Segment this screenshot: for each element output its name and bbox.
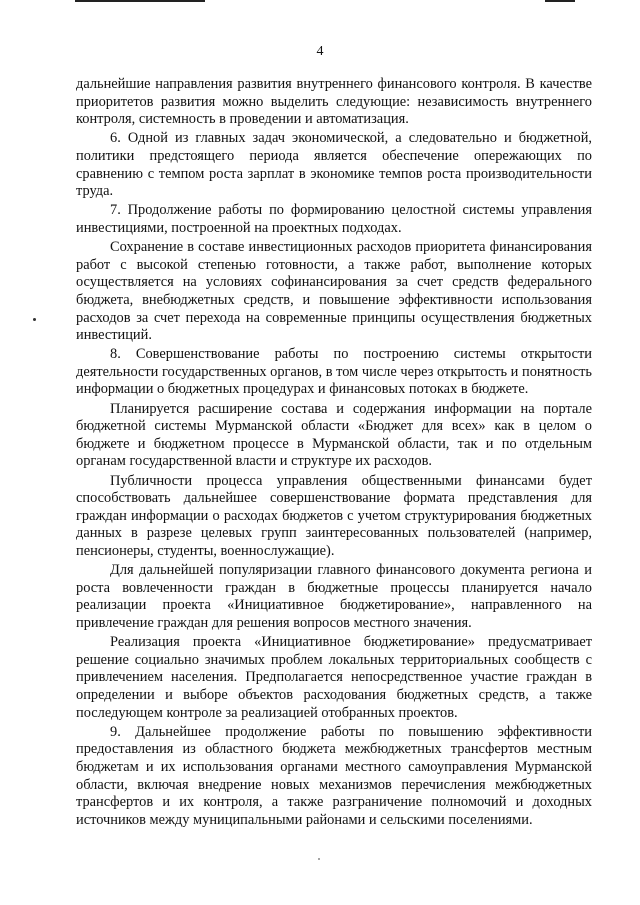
paragraph-item-6: 6. Одной из главных задач экономической, а следовательно и бюджетной, политики предстоящего периода является обеспечение опережающих по сравнению с темпом роста зарплат в экономике темпов роста производительности труда. — [76, 130, 592, 200]
page-number: 4 — [316, 44, 324, 59]
paragraph-item-8: 8. Совершенствование работы по построению системы открытости деятельности государственных органов, в том числе через открытость и понятность информации о бюджетных процедурах и финансовых потоках в бюджете. — [76, 346, 592, 398]
scan-artifact — [318, 858, 320, 860]
margin-mark — [33, 318, 36, 321]
paragraph-initiative-budgeting: Реализация проекта «Инициативное бюджетирование» предусматривает решение социально значимых проблем локальных территориальных сообществ с привлечением населения. Предполагается непосредственное участие граждан в определении и выборе объектов расходования бюджетных средств, а также последующем контроле за реализацией отобранных проектов. — [76, 634, 592, 721]
paragraph-item-9: 9. Дальнейшее продолжение работы по повышению эффективности предоставления из областного бюджета межбюджетных трансфертов местным бюджетам и их использования органами местного самоуправления Мурманской области, включая внедрение новых механизмов перечисления межбюджетных трансфертов и их контроля, а также разграничение полномочий и доходных источников между муниципальными районами и сельскими поселениями. — [76, 723, 592, 828]
paragraph-continuation: дальнейшие направления развития внутреннего финансового контроля. В качестве приоритетов развития можно выделить следующие: независимость внутреннего контроля, системность в проведении и автоматизация. — [76, 76, 592, 128]
paragraph-popularization: Для дальнейшей популяризации главного финансового документа региона и роста вовлеченности граждан в бюджетные процессы планируется начало реализации проекта «Инициативное бюджетирование», направленного на привлечение граждан для решения вопросов местного значения. — [76, 562, 592, 631]
top-rule-right — [545, 0, 575, 2]
document-body — [76, 76, 592, 831]
top-rule-left — [75, 0, 205, 2]
paragraph-budget-portal: Планируется расширение состава и содержания информации на портале бюджетной системы Мурманской области «Бюджет для всех» как в целом о бюджете и бюджетном процессе в Мурманской области, так и по отдельным органам государственной власти и структуре их расходов. — [76, 400, 592, 470]
paragraph-item-7: 7. Продолжение работы по формированию целостной системы управления инвестициями, построенной на проектных подходах. — [76, 202, 592, 236]
paragraph-public-finance: Публичности процесса управления общественными финансами будет способствовать дальнейшее совершенствование формата представления для граждан информации о расходах бюджетов с учетом структурирования бюджетных данных в разрезе целевых групп заинтересованных пользователей (например, пенсионеры, студенты, военнослужащие). — [76, 472, 592, 559]
paragraph-investment-priorities: Сохранение в составе инвестиционных расходов приоритета финансирования работ с высокой степенью готовности, а также работ, выполнение которых осуществляется на условиях софинансирования за счет средств федерального бюджета, внебюджетных средств, и повышение эффективности использования расходов за счет перехода на современные принципы осуществления бюджетных инвестиций. — [76, 239, 592, 344]
